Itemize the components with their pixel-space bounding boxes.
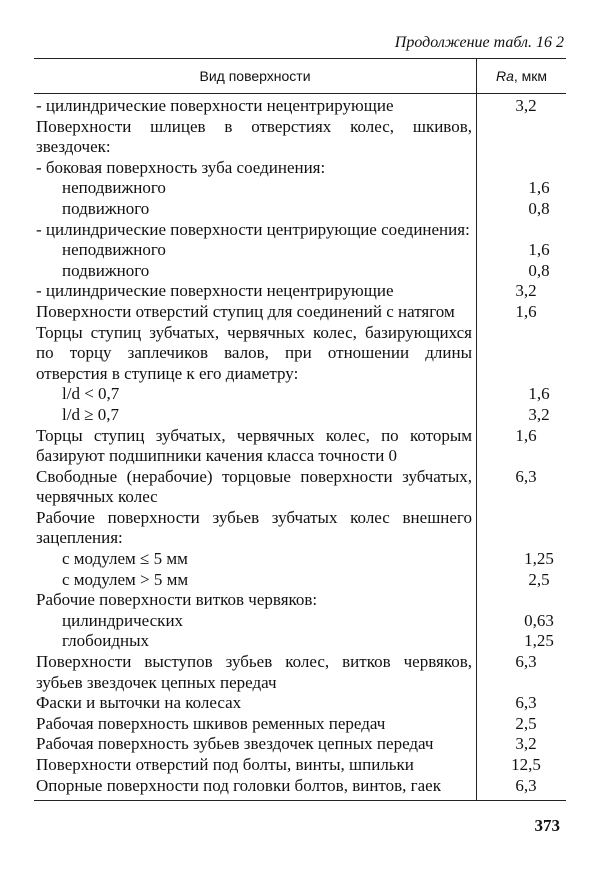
surface-description: подвижного xyxy=(62,260,150,280)
roughness-value: 6,3 xyxy=(515,652,537,672)
table-row xyxy=(34,590,566,611)
table-row xyxy=(34,117,566,158)
surface-description: Поверхности отверстий ступиц для соединений с натягом xyxy=(36,301,455,321)
surface-description: l/d ≥ 0,7 xyxy=(62,404,120,424)
roughness-value: 1,6 xyxy=(528,240,550,260)
roughness-value: 2,5 xyxy=(515,713,537,733)
roughness-value: 12,5 xyxy=(511,755,541,774)
table-row xyxy=(34,693,566,714)
roughness-value: 1,25 xyxy=(524,549,554,569)
roughness-value: 0,63 xyxy=(524,610,554,630)
table-header xyxy=(34,58,566,94)
table-row xyxy=(34,220,566,241)
table-row xyxy=(34,755,566,776)
table-row xyxy=(34,240,566,261)
table-row xyxy=(34,158,566,179)
roughness-value: 0,8 xyxy=(528,198,550,218)
table-row xyxy=(34,611,566,632)
surface-description: Опорные поверхности под головки болтов, винтов, гаек xyxy=(36,775,441,795)
table-row xyxy=(34,467,566,508)
table-row xyxy=(34,281,566,302)
table-row xyxy=(34,178,566,199)
table-row xyxy=(34,323,566,385)
surface-description: Поверхности шлицев в отверстиях колес, шкивов, звездочек: xyxy=(36,116,472,157)
table-row xyxy=(34,570,566,591)
roughness-value: 1,25 xyxy=(524,631,554,651)
roughness-value: 1,6 xyxy=(528,178,550,198)
roughness-value: 1,6 xyxy=(515,301,537,321)
surface-description: с модулем > 5 мм xyxy=(62,569,189,589)
surface-description: Торцы ступиц зубчатых, червячных колес, по которым базируют подшипники качения класса точности 0 xyxy=(36,425,472,466)
roughness-value: 6,3 xyxy=(515,466,537,486)
header-surface-type: Вид поверхности xyxy=(34,59,477,93)
header-roughness xyxy=(477,68,566,84)
surface-description: Свободные (нерабочие) торцовые поверхности зубчатых, червячных колес xyxy=(36,466,472,507)
surface-description: с модулем ≤ 5 мм xyxy=(62,549,188,569)
roughness-value: 3,2 xyxy=(515,734,537,754)
surface-description: Рабочие поверхности зубьев зубчатых колес внешнего зацепления: xyxy=(36,507,472,548)
table-row xyxy=(34,508,566,549)
table-row xyxy=(34,631,566,652)
table-rows xyxy=(34,96,566,796)
surface-description: неподвижного xyxy=(62,240,166,260)
roughness-value: 1,6 xyxy=(515,425,537,445)
surface-description: - цилиндрические поверхности центрирующие соединения: xyxy=(36,219,470,239)
table-row xyxy=(34,776,566,797)
surface-description: l/d < 0,7 xyxy=(62,384,120,404)
table-row xyxy=(34,96,566,117)
roughness-value: 0,8 xyxy=(528,260,550,280)
roughness-value: 3,2 xyxy=(515,281,537,301)
surface-description: - цилиндрические поверхности нецентрирующие xyxy=(36,96,394,115)
roughness-value: 1,6 xyxy=(528,384,550,404)
table-row xyxy=(34,405,566,426)
table-row xyxy=(34,652,566,693)
table-row xyxy=(34,549,566,570)
roughness-table xyxy=(34,58,566,801)
table-row xyxy=(34,426,566,467)
table-body xyxy=(34,94,566,801)
table-row xyxy=(34,261,566,282)
table-caption: Продолжение табл. 16 2 xyxy=(394,34,564,51)
page-number: 373 xyxy=(534,816,560,835)
roughness-value: 2,5 xyxy=(528,569,550,589)
surface-description: Торцы ступиц зубчатых, червячных колес, базирующихся по торцу заплечиков валов, при отношении длины отверстия в ступице к его диаметру: xyxy=(36,322,472,383)
roughness-value: 6,3 xyxy=(515,775,537,795)
surface-description: глобоидных xyxy=(62,631,150,651)
header-ra-unit: , мкм xyxy=(513,68,548,84)
header-ra-symbol: Ra xyxy=(495,68,514,84)
surface-description: Рабочая поверхность шкивов ременных передач xyxy=(36,713,386,733)
roughness-value: 6,3 xyxy=(515,693,537,713)
surface-description: цилиндрических xyxy=(62,610,184,630)
table-row xyxy=(34,199,566,220)
table-row xyxy=(34,384,566,405)
surface-description: Поверхности отверстий под болты, винты, шпильки xyxy=(36,755,414,774)
roughness-value: 3,2 xyxy=(515,96,537,115)
surface-description: неподвижного xyxy=(62,178,166,198)
table-row xyxy=(34,714,566,735)
roughness-value: 3,2 xyxy=(528,404,550,424)
surface-description: подвижного xyxy=(62,198,150,218)
surface-description: - боковая поверхность зуба соединения: xyxy=(36,157,326,177)
surface-description: Поверхности выступов зубьев колес, витков червяков, зубьев звездочек цепных передач xyxy=(36,652,472,692)
surface-description: Рабочая поверхность зубьев звездочек цепных передач xyxy=(36,734,434,754)
surface-description: Рабочие поверхности витков червяков: xyxy=(36,590,318,610)
surface-description: Фаски и выточки на колесах xyxy=(36,693,242,713)
surface-description: - цилиндрические поверхности нецентрирующие xyxy=(36,281,394,301)
table-row xyxy=(34,734,566,755)
table-row xyxy=(34,302,566,323)
column-divider xyxy=(476,94,477,800)
